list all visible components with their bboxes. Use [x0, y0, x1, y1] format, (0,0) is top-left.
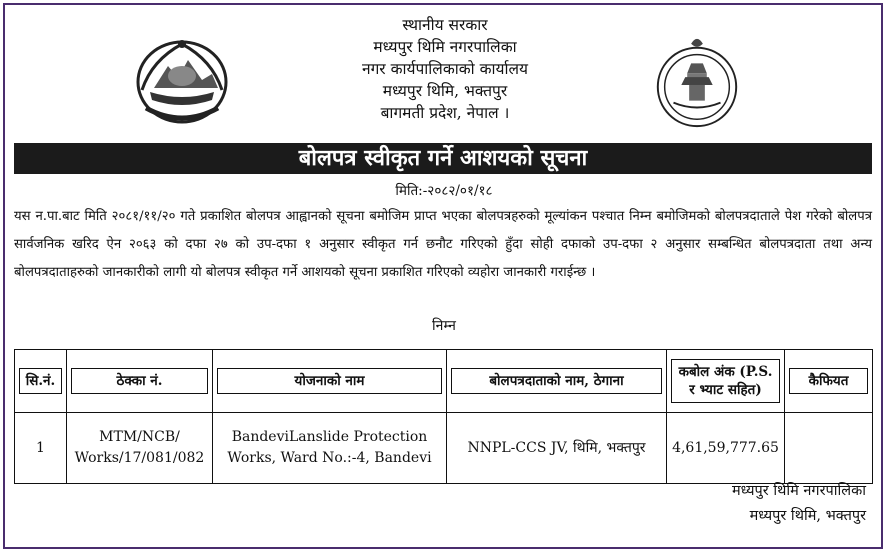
header-project: योजनाको नाम: [213, 350, 447, 413]
cell-amount: 4,61,59,777.65: [667, 413, 785, 484]
header-line-office: नगर कार्यपालिकाको कार्यालय: [361, 60, 529, 78]
header-amount: कबोल अंक (P.S. र भ्याट सहित): [667, 350, 785, 413]
footer-address: मध्यपुर थिमि, भक्तपुर: [749, 508, 866, 524]
cell-project: BandeviLanslide Protection Works, Ward No.:-4, Bandevi: [213, 413, 447, 484]
footer-municipality: मध्यपुर थिमि नगरपालिका: [732, 483, 866, 499]
signature-block: [732, 479, 866, 529]
header-line-government: स्थानीय सरकार: [402, 16, 488, 34]
header-sn: सि.नं.: [15, 350, 67, 413]
header-line-municipality: मध्यपुर थिमि नगरपालिका: [373, 38, 517, 56]
notice-date: मिति:-२०८२/०१/१८: [395, 183, 493, 199]
office-header: [230, 14, 660, 124]
bid-table: [14, 349, 873, 484]
table-header-row: [15, 350, 873, 413]
header-remarks: कैफियत: [785, 350, 873, 413]
notice-title: बोलपत्र स्वीकृत गर्ने आशयको सूचना: [14, 143, 872, 174]
header-line-province: बागमती प्रदेश, नेपाल ।: [380, 104, 510, 122]
cell-bidder: NNPL-CCS JV, थिमि, भक्तपुर: [447, 413, 667, 484]
cell-contract: MTM/NCB/ Works/17/081/082: [67, 413, 213, 484]
cell-sn: 1: [15, 413, 67, 484]
header-bidder: बोलपत्रदाताको नाम, ठेगाना: [447, 350, 667, 413]
header-line-address: मध्यपुर थिमि, भक्तपुर: [382, 82, 508, 100]
table-row: [15, 413, 873, 484]
municipality-seal-icon: [648, 34, 746, 132]
cell-remarks: [785, 413, 873, 484]
nepal-coat-of-arms-icon: [132, 30, 232, 130]
list-heading: निम्न: [432, 318, 456, 334]
notice-paragraph: यस न.पा.बाट मिति २०८१/११/२० गते प्रकाशित बोलपत्र आह्वानको सूचना बमोजिम प्राप्त भएका बोलपत्रहरुको मूल्यांकन पश्चात निम्न बमोजिमको बोलपत्रदाताले पेश गरेको बोलपत्र सार्वजनिक खरिद ऐन २०६३ को दफा २७ को उप-दफा १ अनुसार स्वीकृत गर्न छनौट गरिएको हुँदा सोही दफाको उप-दफा २ अनुसार सम्बन्धित बोलपत्रदाता तथा अन्य बोलपत्रदाताहरुको जानकारीको लागी यो बोलपत्र स्वीकृत गर्ने आशयको सूचना प्रकाशित गरिएको व्यहोरा जानकारी गराईन्छ ।: [14, 209, 872, 280]
header-contract: ठेक्का नं.: [67, 350, 213, 413]
